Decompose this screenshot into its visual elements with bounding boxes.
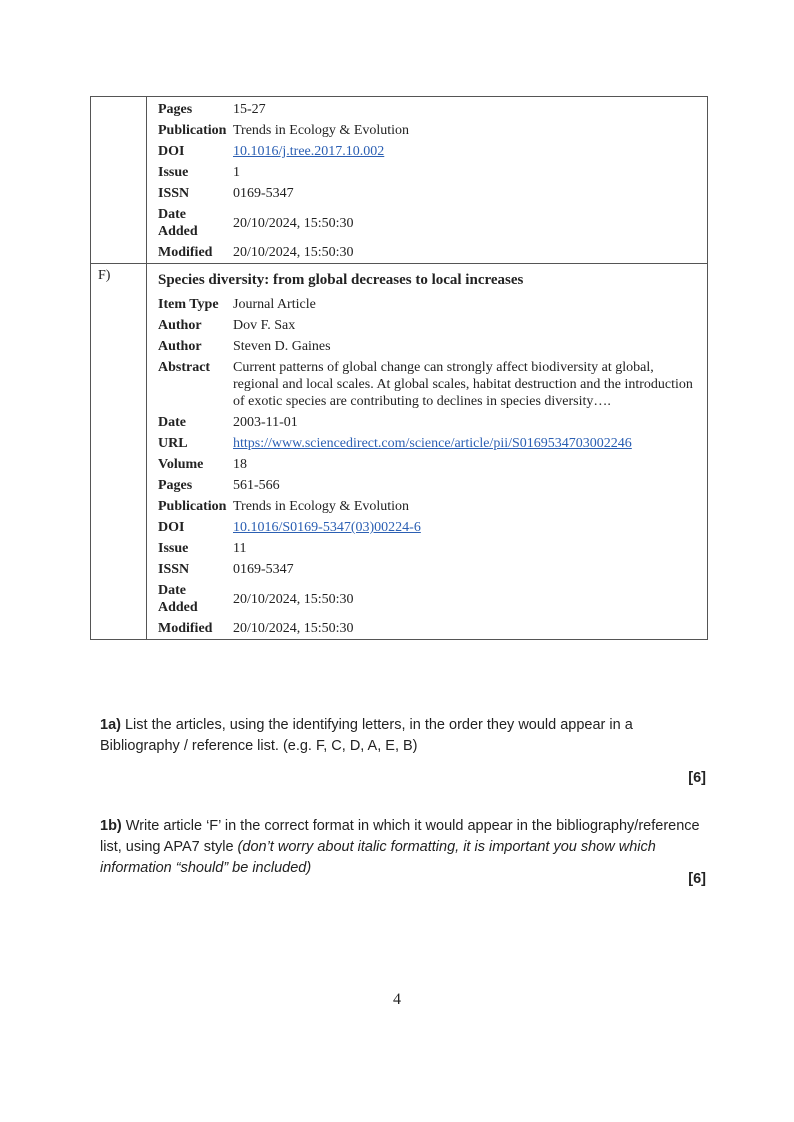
field-label: Abstract xyxy=(158,360,211,375)
field-label: Date xyxy=(158,415,186,430)
field-value: Dov F. Sax xyxy=(233,318,296,333)
field-value: 11 xyxy=(233,541,247,556)
field-value: Current patterns of global change can strongly affect biodiversity at global, regional and local scales. At global scales, habitat destruction and the introduction of exotic species are contributing to declines in species diversity…. xyxy=(233,360,693,409)
field-label: Modified xyxy=(158,621,213,636)
field-label: DOI xyxy=(158,144,185,159)
field-value: 18 xyxy=(233,457,247,472)
field-label: Volume xyxy=(158,457,204,472)
question-text: List the articles, using the identifying letters, in the order they would appear in a Bibliography / reference list. (e.g. F, C, D, A, E, B) xyxy=(100,717,633,754)
field-value: Journal Article xyxy=(233,297,316,312)
field-row xyxy=(158,412,707,433)
field-value: 20/10/2024, 15:50:30 xyxy=(233,621,354,636)
reference-entry xyxy=(91,97,707,263)
field-row xyxy=(158,183,707,204)
field-link[interactable]: https://www.sciencedirect.com/science/article/pii/S0169534703002246 xyxy=(233,436,632,451)
field-row xyxy=(158,538,707,559)
question-1b xyxy=(100,816,706,879)
entry-title: Species diversity: from global decreases to local increases xyxy=(158,272,524,288)
field-value: 20/10/2024, 15:50:30 xyxy=(233,591,354,607)
field-row xyxy=(158,294,707,315)
field-label: Item Type xyxy=(158,297,219,312)
field-label: Date Added xyxy=(158,207,198,239)
field-value: Steven D. Gaines xyxy=(233,339,331,354)
marks-1b: [6] xyxy=(688,871,706,887)
field-label: Author xyxy=(158,318,202,333)
field-row xyxy=(158,120,707,141)
field-row xyxy=(158,517,707,538)
page-number: 4 xyxy=(393,991,401,1008)
field-label: Issue xyxy=(158,541,189,556)
field-value: 2003-11-01 xyxy=(233,415,298,430)
reference-table xyxy=(90,96,708,640)
field-row xyxy=(158,162,707,183)
field-value: 561-566 xyxy=(233,478,280,493)
field-label: Issue xyxy=(158,165,189,180)
field-row xyxy=(158,315,707,336)
field-label: ISSN xyxy=(158,562,190,577)
field-value: Trends in Ecology & Evolution xyxy=(233,499,410,514)
field-label: Publication xyxy=(158,499,227,514)
field-link[interactable]: 10.1016/j.tree.2017.10.002 xyxy=(233,144,385,159)
field-value: 20/10/2024, 15:50:30 xyxy=(233,215,354,231)
field-row xyxy=(158,475,707,496)
field-row xyxy=(158,242,707,263)
entry-letter xyxy=(91,97,147,263)
question-note: (don’t worry about italic formatting, it is important you show which information “should” be included) xyxy=(100,839,656,876)
field-label: Pages xyxy=(158,478,193,493)
question-number: 1a) xyxy=(100,717,121,733)
field-row xyxy=(158,454,707,475)
field-label: Date Added xyxy=(158,583,198,615)
reference-entry xyxy=(91,263,707,639)
field-row xyxy=(158,204,707,242)
field-label: URL xyxy=(158,436,188,451)
field-link[interactable]: 10.1016/S0169-5347(03)00224-6 xyxy=(233,520,421,535)
field-row xyxy=(158,618,707,639)
field-label: Publication xyxy=(158,123,227,138)
field-row xyxy=(158,559,707,580)
question-text: Write article ‘F’ in the correct format in which it would appear in the bibliography/reference list, using APA7 style xyxy=(100,818,700,855)
marks-1a: [6] xyxy=(688,770,706,786)
field-value: 0169-5347 xyxy=(233,186,294,201)
field-label: ISSN xyxy=(158,186,190,201)
field-value: 1 xyxy=(233,165,240,180)
field-row xyxy=(158,99,707,120)
field-value: 20/10/2024, 15:50:30 xyxy=(233,245,354,260)
field-row xyxy=(158,496,707,517)
field-label: Pages xyxy=(158,102,193,117)
field-row xyxy=(158,433,707,454)
field-row xyxy=(158,141,707,162)
field-value: 0169-5347 xyxy=(233,562,294,577)
question-1a xyxy=(100,715,706,757)
field-row xyxy=(158,336,707,357)
question-number: 1b) xyxy=(100,818,122,834)
field-value: Trends in Ecology & Evolution xyxy=(233,123,410,138)
field-label: Modified xyxy=(158,245,213,260)
entry-letter: F) xyxy=(91,264,147,639)
field-row xyxy=(158,357,707,412)
field-value: 15-27 xyxy=(233,102,266,117)
field-label: DOI xyxy=(158,520,185,535)
field-label: Author xyxy=(158,339,202,354)
field-row xyxy=(158,580,707,618)
